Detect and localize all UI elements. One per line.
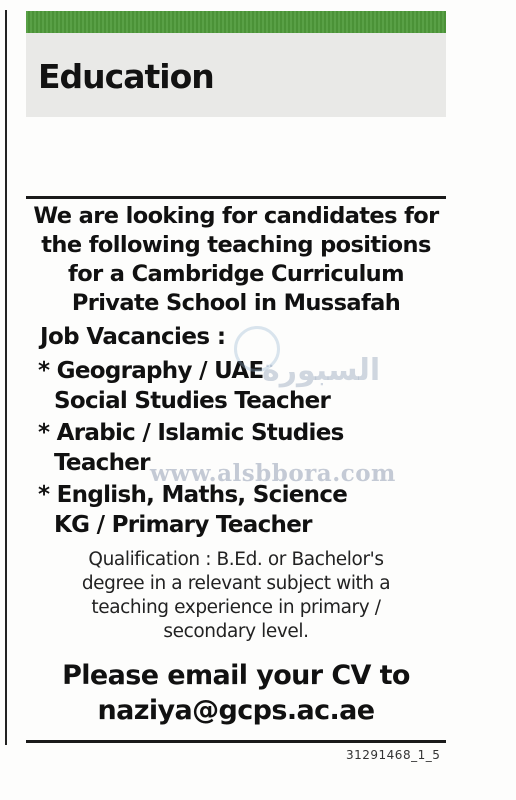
watermark-arabic-text: السبورة [262, 353, 381, 388]
ad-reference-number: 31291468_1_5 [346, 748, 441, 762]
intro-line: Private School in Mussafah [71, 290, 401, 316]
vacancy-subtitle: Social Studies Teacher [54, 388, 331, 414]
apply-call-to-action [26, 658, 446, 728]
header-color-band [26, 11, 446, 33]
qualification-line: degree in a relevant subject with a [81, 573, 391, 594]
vacancy-title: * Geography / UAE [38, 358, 264, 384]
cta-text: Please email your CV to [62, 660, 410, 691]
qualification-line: Qualification : B.Ed. or Bachelor's [88, 549, 384, 570]
qualification-line: teaching experience in primary / [91, 597, 381, 618]
watermark-url: www.alsbbora.com [150, 460, 396, 487]
left-column-rule [5, 10, 7, 745]
qualification-line: secondary level. [163, 621, 309, 642]
vacancy-subtitle: Teacher [54, 450, 150, 476]
vacancy-subtitle: KG / Primary Teacher [54, 512, 312, 538]
vacancy-item [38, 480, 347, 540]
contact-email[interactable]: naziya@gcps.ac.ae [97, 695, 375, 726]
intro-line: for a Cambridge Curriculum [68, 261, 404, 287]
job-vacancies-heading: Job Vacancies : [40, 324, 226, 350]
qualification-text [26, 548, 446, 644]
section-title: Education [38, 57, 214, 96]
vacancy-title: * English, Maths, Science [38, 482, 348, 508]
ad-bottom-rule [26, 740, 446, 743]
intro-line: We are looking for candidates for [33, 203, 439, 229]
ad-intro [26, 202, 446, 318]
intro-line: the following teaching positions [41, 232, 431, 258]
ad-top-rule [26, 196, 446, 199]
vacancy-title: * Arabic / Islamic Studies [38, 420, 344, 446]
